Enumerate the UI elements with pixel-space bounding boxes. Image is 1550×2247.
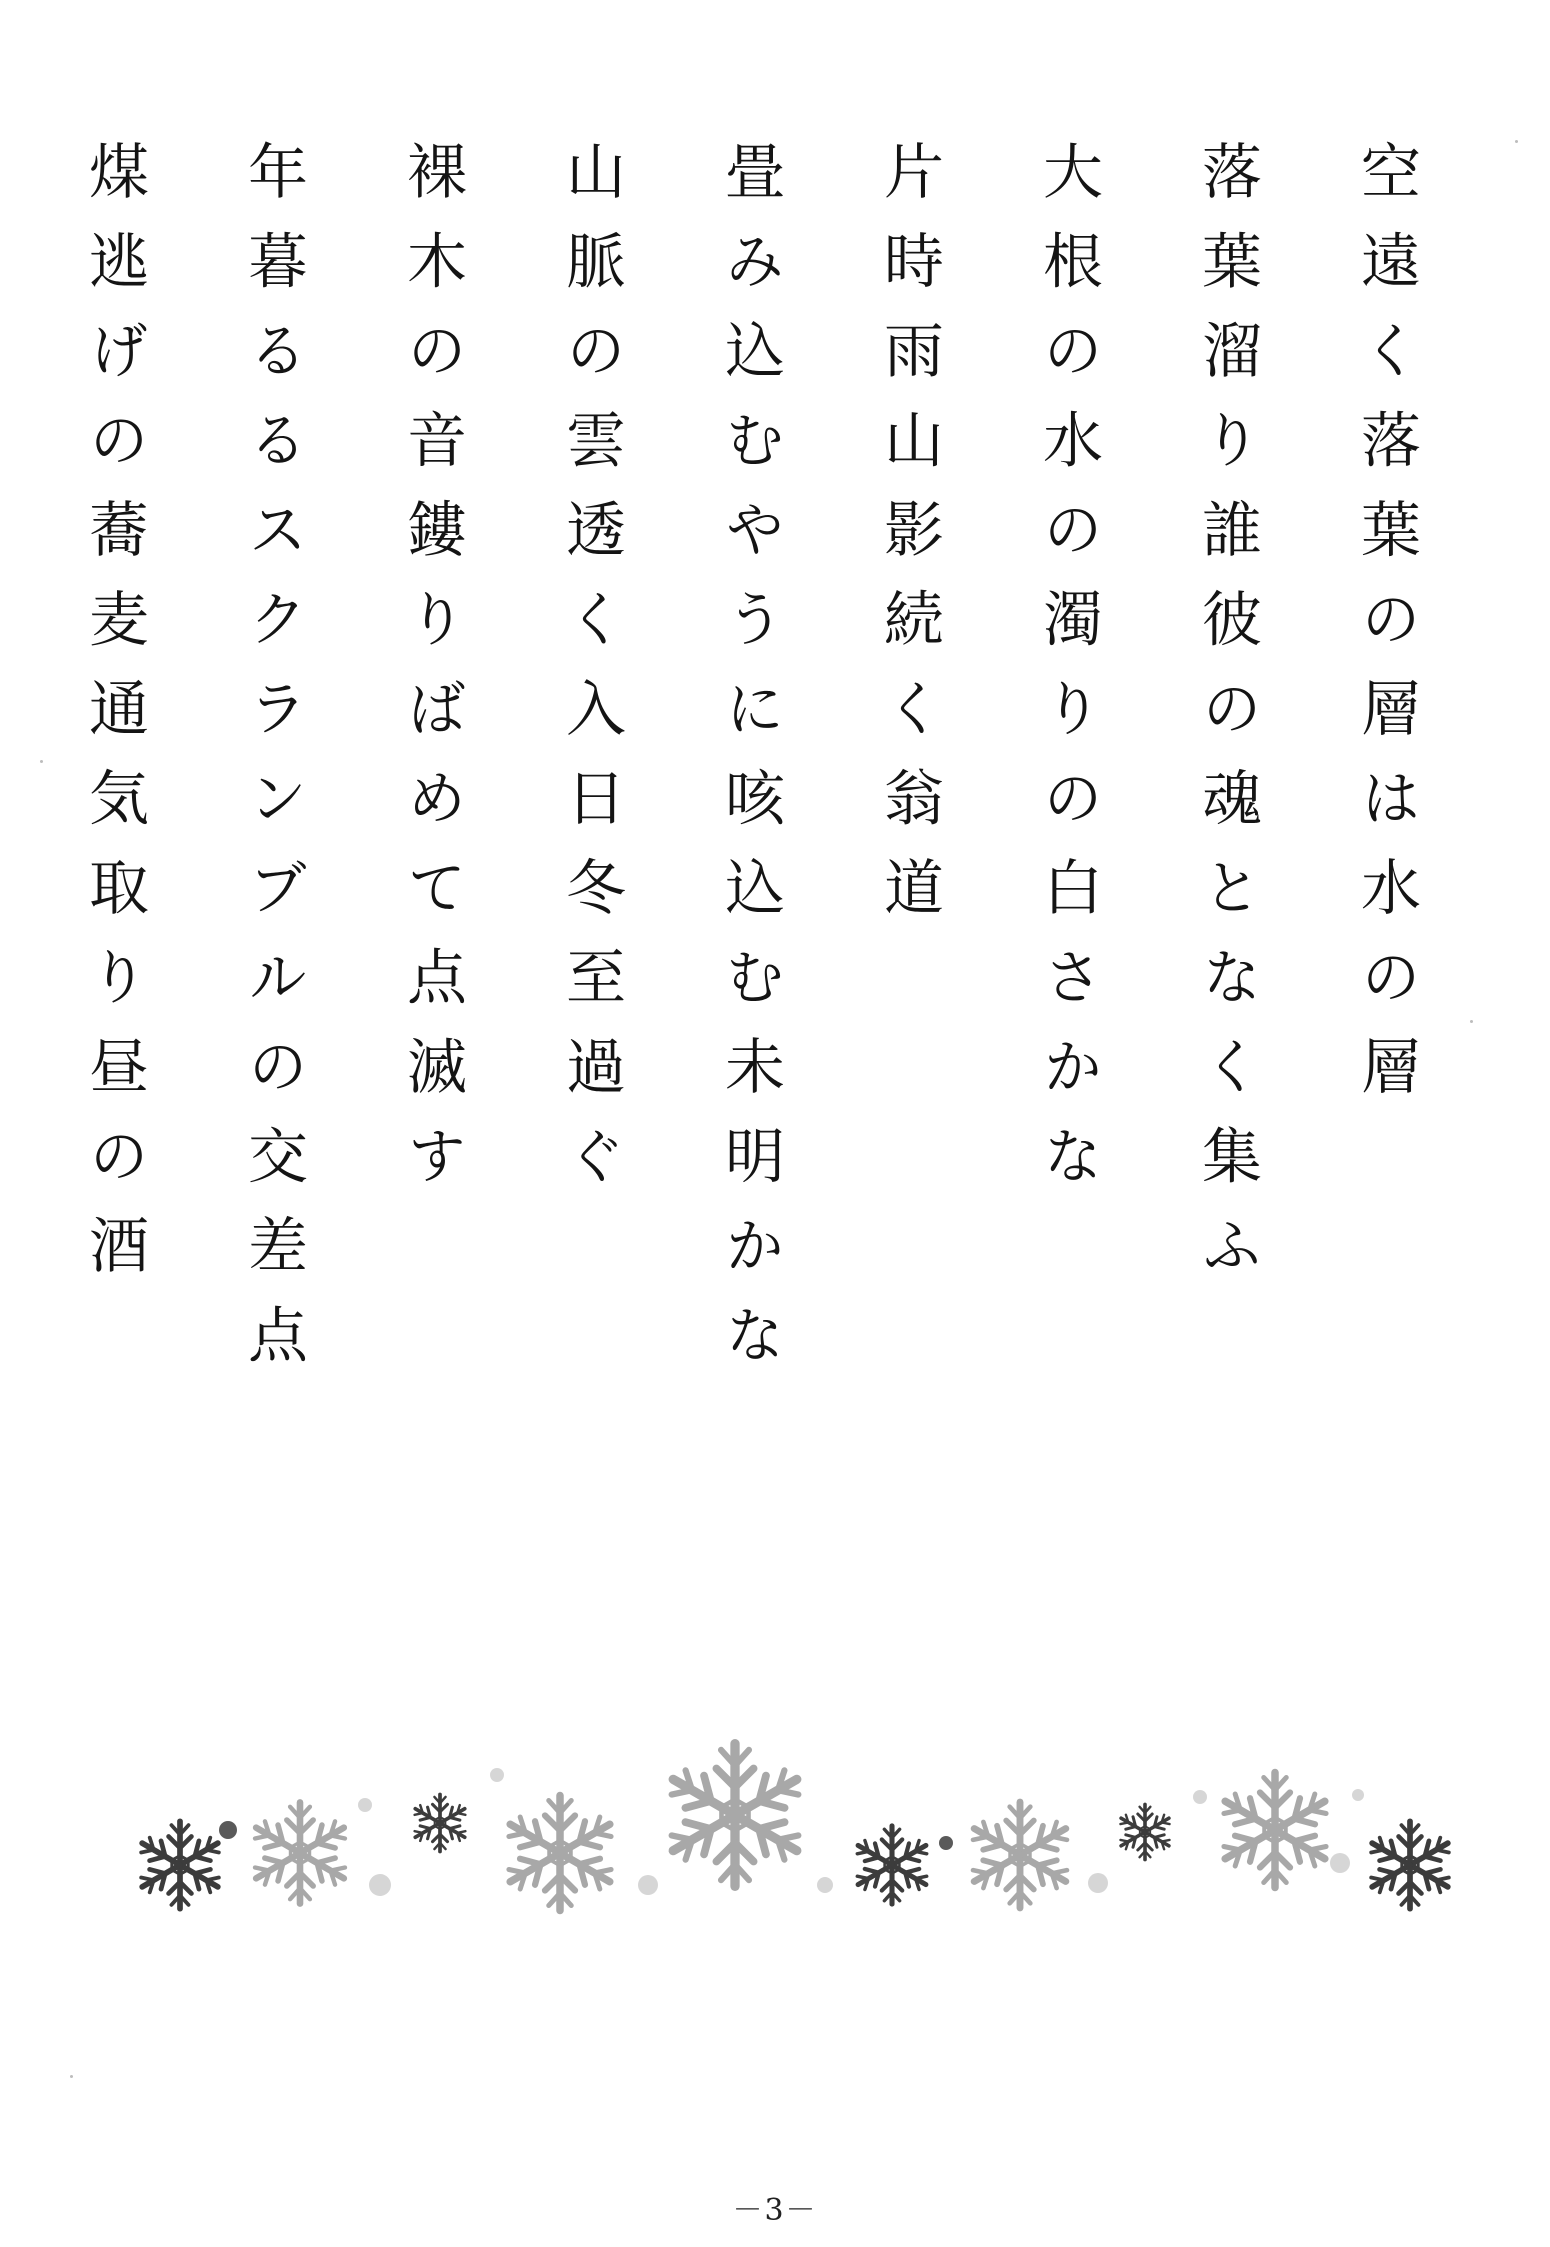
paper-speck (1515, 140, 1518, 143)
haiku-line-3: 大根の水の濁りの白さかな (1033, 140, 1103, 1214)
haiku-line-2: 落葉溜り誰彼の魂となく集ふ (1192, 140, 1262, 1304)
page-number: －3－ (732, 2193, 818, 2228)
snowflake-icon (136, 1821, 223, 1908)
haiku-line-9: 煤逃げの蕎麦通気取り昼の酒 (79, 140, 149, 1304)
snowflake-icon (853, 1826, 931, 1904)
snowflake-icon (503, 1796, 618, 1911)
snowflake-icon (412, 1794, 469, 1851)
haiku-column-block (34, 140, 1465, 1540)
snowflake-icon (664, 1744, 806, 1887)
haiku-line-7: 裸木の音鏤りばめて点滅す (397, 140, 467, 1214)
snowflake-icon (250, 1802, 351, 1903)
snowflake-icon (1117, 1804, 1172, 1859)
snowflake-border (120, 1735, 1470, 1935)
paper-speck (70, 2075, 73, 2078)
snowflake-icon (967, 1802, 1072, 1908)
haiku-line-5: 畳み込むやうに咳込む未明かな (715, 140, 785, 1393)
paper-speck (1470, 1020, 1473, 1023)
haiku-line-6: 山脈の雲透く入日冬至過ぐ (556, 140, 626, 1214)
paper-speck (40, 760, 43, 763)
haiku-line-4: 片時雨山影続く翁道 (874, 140, 944, 946)
haiku-line-8: 年暮るるスクランブルの交差点 (238, 140, 308, 1393)
snowflake-icon (1218, 1773, 1333, 1888)
snowflake-icon (1366, 1821, 1453, 1908)
haiku-line-1: 空遠く落葉の層は水の層 (1351, 140, 1421, 1125)
